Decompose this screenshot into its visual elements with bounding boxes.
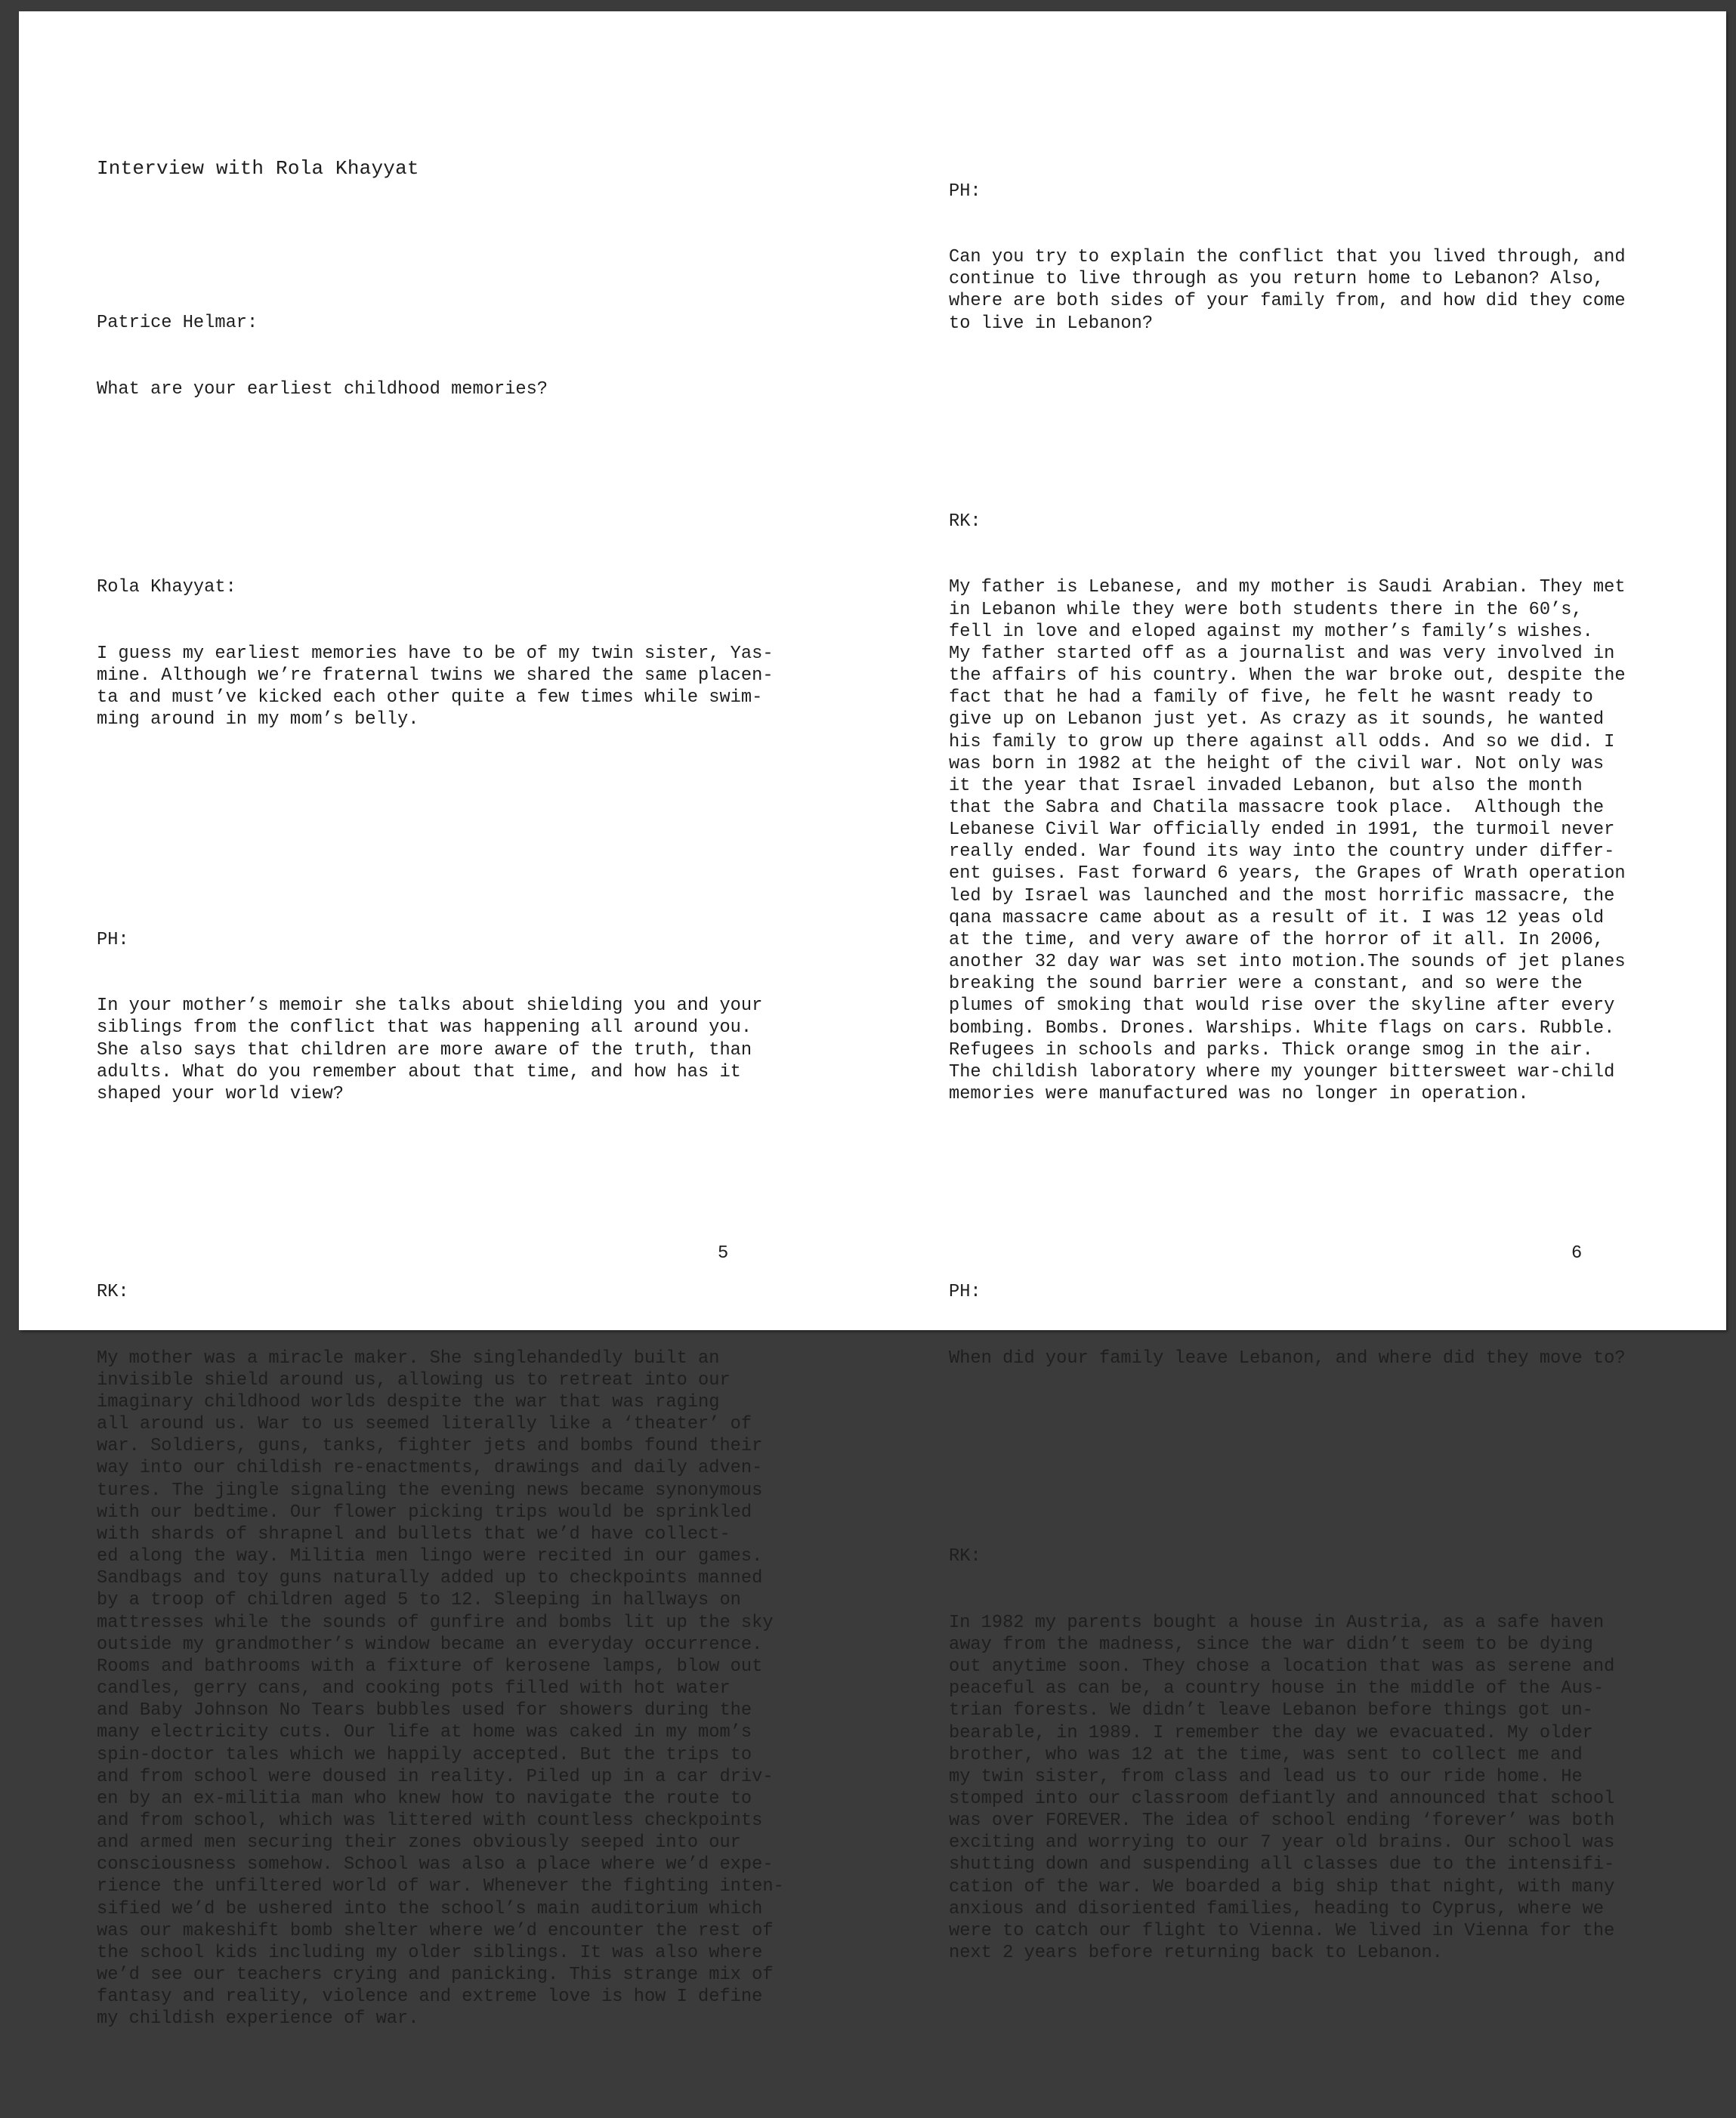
qa-block [97, 533, 837, 775]
answer-text: My father is Lebanese, and my mother is Saudi Arabian. They met in Lebanon while they were both students there in the 60’s, fell in love and eloped against my mother’s family’s wishes. My father started off as a journalist and was very involved in the affairs of his country. When the war broke out, despite the fact that he had a family of five, he felt he wasnt ready to give up on Lebanon just yet. As crazy as it sounds, he wanted his family to grow up there against all odds. And so we did. I was born in 1982 at the height of the civil war. Not only was it the year that Israel invaded Lebanon, but also the month that the Sabra and Chatila massacre took place. Although the Lebanese Civil War officially ended in 1991, the turmoil never really ended. War found its way into the country under differ- ent guises. Fast forward 6 years, the Grapes of Wrath operation led by Israel was launched and the most horrific massacre, the qana massacre came about as a result of it. I was 12 yeas old at the time, and very aware of the horror of it all. In 2006, another 32 day war was set into motion.The sounds of jet planes breaking the sound barrier were a constant, and so were the plumes of smoking that would rise over the skyline after every bombing. Bombs. Drones. Warships. White flags on cars. Rubble. Refugees in schools and parks. Thick orange smog in the air. The childish laboratory where my younger bittersweet war-child memories were manufactured was no longer in operation. [949, 577, 1626, 1105]
speaker-label: Patrice Helmar: [97, 313, 258, 334]
question-text: In your mother’s memoir she talks about shielding you and your siblings from the conflict that was happening all around you. She also says that children are more aware of the truth, than adults. What do you remember about that time, and how has it shaped your world view? [97, 996, 763, 1104]
question-text: Can you try to explain the conflict that you lived through, and continue to live through as you return home to Lebanon? Also, where are both sides of your family from, and how did they come to live in Lebanon? [949, 247, 1626, 334]
question-text: What are your earliest childhood memories? [97, 378, 548, 400]
document-spread [19, 11, 1726, 2030]
speaker-label: PH: [97, 929, 129, 950]
left-page-text [97, 114, 837, 2118]
speaker-label: RK: [949, 1546, 981, 1567]
speaker-label: PH: [949, 1282, 981, 1303]
answer-text: I guess my earliest memories have to be of my twin sister, Yas- mine. Although we’re fraternal twins we shared the same placen- ta and must’ve kicked each other quite a few times while swim- ming around in my mom’s belly. [97, 643, 774, 730]
speaker-label: PH: [949, 181, 981, 202]
qa-block [949, 1502, 1704, 2008]
qa-block [97, 268, 837, 444]
speaker-label: RK: [949, 511, 981, 532]
right-page-text [949, 92, 1704, 2052]
answer-text: My mother was a miracle maker. She singlehandedly built an invisible shield around us, allowing us to retreat into our imaginary childhood worlds despite the war that was raging all around us. War to us seemed literally like a ‘theater’ of war. Soldiers, guns, tanks, fighter jets and bombs found their way into our childish re-enactments, drawings and daily adven- tures. The jingle signaling the evening news became synonymous with our bedtime. Our flower picking trips would be sprinkled with shards of shrapnel and bullets that we’d have collect- ed along the way. Militia men lingo were recited in our games. Sandbags and toy guns naturally added up to checkpoints manned by a troop of children aged 5 to 12. Sleeping in hallways on mattresses while the sounds of gunfire and bombs lit up the sky outside my grandmother’s window became an everyday occurrence. Rooms and bathrooms with a fixture of kerosene lamps, blow out candles, gerry cans, and cooking pots filled with hot water and Baby Johnson No Tears bubbles used for showers during the many electricity cuts. Our life at home was caked in my mom’s spin-doctor tales which we happily accepted. But the trips to and from school were doused in reality. Piled up in a car driv- en by an ex-militia man who knew how to navigate the route to and from school, which was littered with countless checkpoints and armed men securing their zones obviously seeped into our consciousness somehow. School was also a place where we’d expe- rience the unfiltered world of war. Whenever the fighting inten- sified we’d be ushered into the school’s main auditorium which was our makeshift bomb shelter where we’d encounter the rest of the school kids including my older siblings. It was also where we’d see our teachers crying and panicking. This strange mix of fantasy and reality, violence and extreme love is how I define my childish experience of war. [97, 1348, 784, 2030]
page-number-left: 5 [718, 1243, 729, 1264]
qa-block [949, 467, 1704, 1150]
page-number-right: 6 [1571, 1243, 1583, 1264]
speaker-label: Rola Khayyat: [97, 577, 236, 598]
answer-text: In 1982 my parents bought a house in Austria, as a safe haven away from the madness, since the war didn’t seem to be dying out anytime soon. They chose a location that was as serene and peaceful as can be, a country house in the middle of the Aus- trian forests. We didn’t leave Lebanon before things got un- bearable, in 1989. I remember the day we evacuated. My older brother, who was 12 at the time, was sent to collect me and my twin sister, from class and lead us to our ride home. He stomped into our classroom defiantly and announced that school was over FOREVER. The idea of school ending ‘forever’ was both exciting and worrying to our 7 year old brains. Our school was shutting down and suspending all classes due to the intensifi- cation of the war. We boarded a big ship that night, with many anxious and disoriented families, heading to Cyprus, where we were to catch our flight to Vienna. We lived in Vienna for the next 2 years before returning back to Lebanon. [949, 1612, 1615, 1964]
qa-block [97, 1237, 837, 2074]
question-text: When did your family leave Lebanon, and where did they move to? [949, 1348, 1626, 1369]
qa-block [949, 136, 1704, 378]
qa-block [949, 1237, 1704, 1413]
speaker-label: RK: [97, 1282, 129, 1303]
document-title: Interview with Rola Khayyat [97, 157, 419, 181]
qa-block [97, 885, 837, 1149]
